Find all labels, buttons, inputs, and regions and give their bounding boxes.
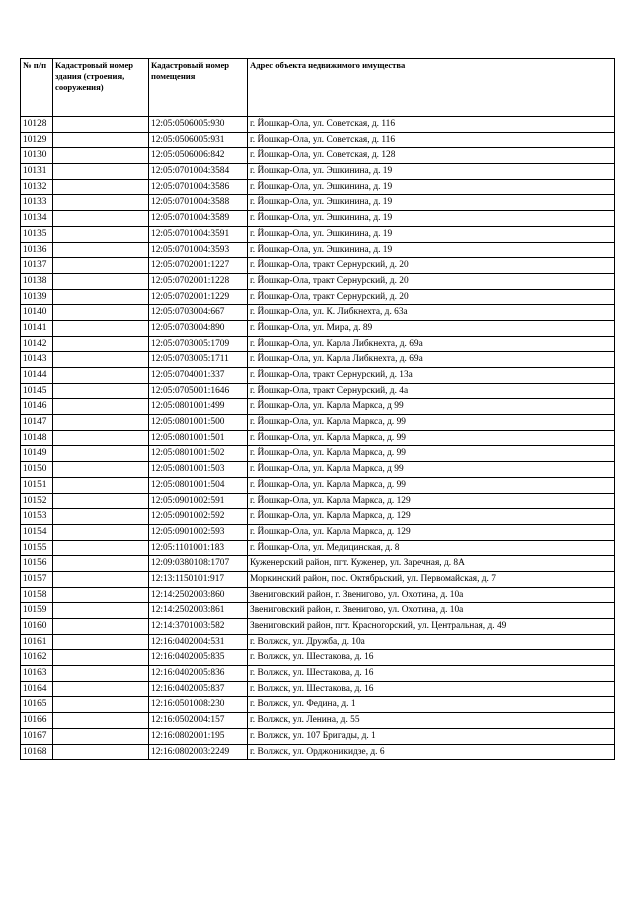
- table-row: [21, 195, 615, 211]
- building-cadastral-number-cell: [53, 446, 149, 462]
- row-number-cell: 10149: [21, 446, 53, 462]
- table-row: [21, 728, 615, 744]
- premises-cadastral-number-cell: 12:16:0402005:836: [149, 666, 248, 682]
- address-cell: Звениговский район, г. Звенигово, ул. Охотина, д. 10а: [248, 587, 615, 603]
- row-number-cell: 10152: [21, 493, 53, 509]
- address-cell: г. Йошкар-Ола, ул. Карла Либкнехта, д. 69а: [248, 336, 615, 352]
- address-cell: г. Йошкар-Ола, ул. Карла Маркса, д. 99: [248, 415, 615, 431]
- building-cadastral-number-cell: [53, 650, 149, 666]
- premises-cadastral-number-cell: 12:05:0801001:503: [149, 462, 248, 478]
- row-number-cell: 10141: [21, 320, 53, 336]
- table-row: [21, 289, 615, 305]
- address-cell: г. Йошкар-Ола, тракт Сернурский, д. 4а: [248, 383, 615, 399]
- premises-cadastral-number-cell: 12:16:0402005:837: [149, 681, 248, 697]
- row-number-cell: 10165: [21, 697, 53, 713]
- premises-cadastral-number-cell: 12:05:0701004:3588: [149, 195, 248, 211]
- table-row: [21, 305, 615, 321]
- building-cadastral-number-cell: [53, 556, 149, 572]
- row-number-cell: 10157: [21, 571, 53, 587]
- premises-cadastral-number-cell: 12:05:0506005:931: [149, 132, 248, 148]
- row-number-cell: 10155: [21, 540, 53, 556]
- building-cadastral-number-cell: [53, 195, 149, 211]
- address-cell: г. Волжск, ул. Орджоникидзе, д. 6: [248, 744, 615, 760]
- address-cell: г. Йошкар-Ола, ул. Карла Либкнехта, д. 69а: [248, 352, 615, 368]
- building-cadastral-number-cell: [53, 164, 149, 180]
- table-row: [21, 540, 615, 556]
- address-cell: г. Йошкар-Ола, ул. Карла Маркса, д. 99: [248, 446, 615, 462]
- premises-cadastral-number-cell: 12:05:0703004:890: [149, 320, 248, 336]
- table-row: [21, 619, 615, 635]
- address-cell: г. Волжск, ул. Федина, д. 1: [248, 697, 615, 713]
- address-cell: г. Йошкар-Ола, ул. Эшкинина, д. 19: [248, 211, 615, 227]
- address-cell: г. Волжск, ул. Шестакова, д. 16: [248, 666, 615, 682]
- premises-cadastral-number-cell: 12:05:0506006:842: [149, 148, 248, 164]
- building-cadastral-number-cell: [53, 524, 149, 540]
- row-number-cell: 10153: [21, 509, 53, 525]
- address-cell: г. Йошкар-Ола, ул. Эшкинина, д. 19: [248, 226, 615, 242]
- premises-cadastral-number-cell: 12:05:0705001:1646: [149, 383, 248, 399]
- building-cadastral-number-cell: [53, 571, 149, 587]
- table-row: [21, 462, 615, 478]
- premises-cadastral-number-cell: 12:09:0380108:1707: [149, 556, 248, 572]
- building-cadastral-number-cell: [53, 493, 149, 509]
- premises-cadastral-number-cell: 12:05:0702001:1228: [149, 273, 248, 289]
- row-number-cell: 10166: [21, 713, 53, 729]
- row-number-cell: 10147: [21, 415, 53, 431]
- premises-cadastral-number-cell: 12:05:0801001:499: [149, 399, 248, 415]
- address-cell: г. Йошкар-Ола, ул. Карла Маркса, д. 129: [248, 509, 615, 525]
- address-cell: г. Йошкар-Ола, ул. Эшкинина, д. 19: [248, 242, 615, 258]
- address-cell: Звениговский район, пгт. Красногорский, ул. Центральная, д. 49: [248, 619, 615, 635]
- building-cadastral-number-cell: [53, 477, 149, 493]
- address-cell: г. Йошкар-Ола, ул. Мира, д. 89: [248, 320, 615, 336]
- row-number-cell: 10136: [21, 242, 53, 258]
- row-number-cell: 10139: [21, 289, 53, 305]
- premises-cadastral-number-cell: 12:16:0802003:2249: [149, 744, 248, 760]
- premises-cadastral-number-cell: 12:16:0402004:531: [149, 634, 248, 650]
- table-row: [21, 226, 615, 242]
- premises-cadastral-number-cell: 12:16:0502004:157: [149, 713, 248, 729]
- building-cadastral-number-cell: [53, 117, 149, 133]
- address-cell: г. Йошкар-Ола, тракт Сернурский, д. 20: [248, 258, 615, 274]
- premises-cadastral-number-cell: 12:05:0703004:667: [149, 305, 248, 321]
- address-cell: г. Йошкар-Ола, ул. Советская, д. 116: [248, 132, 615, 148]
- building-cadastral-number-cell: [53, 132, 149, 148]
- address-cell: г. Волжск, ул. 107 Бригады, д. 1: [248, 728, 615, 744]
- address-cell: г. Йошкар-Ола, ул. Советская, д. 128: [248, 148, 615, 164]
- table-row: [21, 164, 615, 180]
- header-row: [21, 59, 615, 117]
- table-row: [21, 430, 615, 446]
- row-number-cell: 10143: [21, 352, 53, 368]
- building-cadastral-number-cell: [53, 744, 149, 760]
- table-row: [21, 242, 615, 258]
- building-cadastral-number-cell: [53, 179, 149, 195]
- table-row: [21, 650, 615, 666]
- table-row: [21, 368, 615, 384]
- building-cadastral-number-cell: [53, 619, 149, 635]
- premises-cadastral-number-cell: 12:05:0701004:3584: [149, 164, 248, 180]
- table-row: [21, 336, 615, 352]
- address-cell: г. Йошкар-Ола, ул. Карла Маркса, д. 129: [248, 524, 615, 540]
- premises-cadastral-number-cell: 12:05:0901002:591: [149, 493, 248, 509]
- table-row: [21, 132, 615, 148]
- row-number-cell: 10138: [21, 273, 53, 289]
- address-cell: г. Волжск, ул. Шестакова, д. 16: [248, 681, 615, 697]
- row-number-cell: 10159: [21, 603, 53, 619]
- building-cadastral-number-cell: [53, 603, 149, 619]
- table-row: [21, 524, 615, 540]
- table-row: [21, 179, 615, 195]
- address-cell: г. Волжск, ул. Дружба, д. 10а: [248, 634, 615, 650]
- table-row: [21, 603, 615, 619]
- address-cell: Куженерский район, пгт. Куженер, ул. Заречная, д. 8А: [248, 556, 615, 572]
- premises-cadastral-number-cell: 12:14:3701003:582: [149, 619, 248, 635]
- row-number-cell: 10161: [21, 634, 53, 650]
- row-number-cell: 10148: [21, 430, 53, 446]
- address-cell: г. Йошкар-Ола, тракт Сернурский, д. 20: [248, 289, 615, 305]
- table-row: [21, 556, 615, 572]
- row-number-cell: 10145: [21, 383, 53, 399]
- row-number-cell: 10151: [21, 477, 53, 493]
- premises-cadastral-number-cell: 12:14:2502003:860: [149, 587, 248, 603]
- row-number-cell: 10134: [21, 211, 53, 227]
- table-header: [21, 59, 615, 117]
- premises-cadastral-number-cell: 12:14:2502003:861: [149, 603, 248, 619]
- row-number-cell: 10132: [21, 179, 53, 195]
- table-row: [21, 415, 615, 431]
- address-cell: г. Йошкар-Ола, ул. Эшкинина, д. 19: [248, 179, 615, 195]
- row-number-cell: 10160: [21, 619, 53, 635]
- premises-cadastral-number-cell: 12:05:0702001:1229: [149, 289, 248, 305]
- address-cell: г. Йошкар-Ола, ул. Карла Маркса, д. 99: [248, 430, 615, 446]
- building-cadastral-number-cell: [53, 289, 149, 305]
- building-cadastral-number-cell: [53, 728, 149, 744]
- header-premises-cadastral-number: Кадастровый номер помещения: [149, 59, 248, 117]
- building-cadastral-number-cell: [53, 697, 149, 713]
- table-row: [21, 273, 615, 289]
- table-row: [21, 697, 615, 713]
- building-cadastral-number-cell: [53, 634, 149, 650]
- premises-cadastral-number-cell: 12:16:0402005:835: [149, 650, 248, 666]
- premises-cadastral-number-cell: 12:13:1150101:917: [149, 571, 248, 587]
- premises-cadastral-number-cell: 12:05:0901002:592: [149, 509, 248, 525]
- address-cell: г. Йошкар-Ола, ул. К. Либкнехта, д. 63а: [248, 305, 615, 321]
- premises-cadastral-number-cell: 12:05:0703005:1711: [149, 352, 248, 368]
- row-number-cell: 10137: [21, 258, 53, 274]
- row-number-cell: 10129: [21, 132, 53, 148]
- table-row: [21, 493, 615, 509]
- premises-cadastral-number-cell: 12:05:0701004:3586: [149, 179, 248, 195]
- address-cell: г. Йошкар-Ола, ул. Медицинская, д. 8: [248, 540, 615, 556]
- building-cadastral-number-cell: [53, 587, 149, 603]
- table-row: [21, 352, 615, 368]
- address-cell: г. Йошкар-Ола, ул. Карла Маркса, д 99: [248, 399, 615, 415]
- building-cadastral-number-cell: [53, 305, 149, 321]
- address-cell: г. Йошкар-Ола, тракт Сернурский, д. 20: [248, 273, 615, 289]
- table-row: [21, 446, 615, 462]
- table-row: [21, 117, 615, 133]
- row-number-cell: 10167: [21, 728, 53, 744]
- row-number-cell: 10135: [21, 226, 53, 242]
- table-row: [21, 399, 615, 415]
- row-number-cell: 10154: [21, 524, 53, 540]
- premises-cadastral-number-cell: 12:05:0801001:504: [149, 477, 248, 493]
- row-number-cell: 10156: [21, 556, 53, 572]
- row-number-cell: 10168: [21, 744, 53, 760]
- building-cadastral-number-cell: [53, 415, 149, 431]
- building-cadastral-number-cell: [53, 666, 149, 682]
- premises-cadastral-number-cell: 12:05:0506005:930: [149, 117, 248, 133]
- header-property-address: Адрес объекта недвижимого имущества: [248, 59, 615, 117]
- address-cell: г. Волжск, ул. Шестакова, д. 16: [248, 650, 615, 666]
- premises-cadastral-number-cell: 12:05:0703005:1709: [149, 336, 248, 352]
- address-cell: Звениговский район, г. Звенигово, ул. Охотина, д. 10а: [248, 603, 615, 619]
- premises-cadastral-number-cell: 12:05:0801001:500: [149, 415, 248, 431]
- premises-cadastral-number-cell: 12:05:0701004:3591: [149, 226, 248, 242]
- premises-cadastral-number-cell: 12:05:0702001:1227: [149, 258, 248, 274]
- building-cadastral-number-cell: [53, 399, 149, 415]
- building-cadastral-number-cell: [53, 368, 149, 384]
- row-number-cell: 10131: [21, 164, 53, 180]
- building-cadastral-number-cell: [53, 509, 149, 525]
- table-row: [21, 477, 615, 493]
- row-number-cell: 10142: [21, 336, 53, 352]
- address-cell: г. Йошкар-Ола, ул. Карла Маркса, д. 129: [248, 493, 615, 509]
- table-body: [21, 117, 615, 760]
- row-number-cell: 10163: [21, 666, 53, 682]
- row-number-cell: 10164: [21, 681, 53, 697]
- table-row: [21, 383, 615, 399]
- building-cadastral-number-cell: [53, 681, 149, 697]
- premises-cadastral-number-cell: 12:05:0901002:593: [149, 524, 248, 540]
- building-cadastral-number-cell: [53, 320, 149, 336]
- table-row: [21, 681, 615, 697]
- row-number-cell: 10133: [21, 195, 53, 211]
- building-cadastral-number-cell: [53, 226, 149, 242]
- building-cadastral-number-cell: [53, 383, 149, 399]
- table-row: [21, 666, 615, 682]
- building-cadastral-number-cell: [53, 273, 149, 289]
- premises-cadastral-number-cell: 12:16:0802001:195: [149, 728, 248, 744]
- building-cadastral-number-cell: [53, 242, 149, 258]
- row-number-cell: 10130: [21, 148, 53, 164]
- building-cadastral-number-cell: [53, 148, 149, 164]
- address-cell: г. Волжск, ул. Ленина, д. 55: [248, 713, 615, 729]
- property-registry-table: [20, 58, 615, 760]
- row-number-cell: 10158: [21, 587, 53, 603]
- table-row: [21, 320, 615, 336]
- address-cell: г. Йошкар-Ола, ул. Карла Маркса, д 99: [248, 462, 615, 478]
- premises-cadastral-number-cell: 12:05:0801001:501: [149, 430, 248, 446]
- premises-cadastral-number-cell: 12:05:0704001:337: [149, 368, 248, 384]
- address-cell: г. Йошкар-Ола, ул. Советская, д. 116: [248, 117, 615, 133]
- building-cadastral-number-cell: [53, 258, 149, 274]
- address-cell: г. Йошкар-Ола, тракт Сернурский, д. 13а: [248, 368, 615, 384]
- row-number-cell: 10140: [21, 305, 53, 321]
- table-row: [21, 571, 615, 587]
- address-cell: Моркинский район, пос. Октябрьский, ул. Первомайская, д. 7: [248, 571, 615, 587]
- row-number-cell: 10128: [21, 117, 53, 133]
- premises-cadastral-number-cell: 12:16:0501008:230: [149, 697, 248, 713]
- address-cell: г. Йошкар-Ола, ул. Эшкинина, д. 19: [248, 164, 615, 180]
- premises-cadastral-number-cell: 12:05:0701004:3593: [149, 242, 248, 258]
- building-cadastral-number-cell: [53, 462, 149, 478]
- row-number-cell: 10144: [21, 368, 53, 384]
- building-cadastral-number-cell: [53, 430, 149, 446]
- row-number-cell: 10162: [21, 650, 53, 666]
- table-row: [21, 587, 615, 603]
- row-number-cell: 10150: [21, 462, 53, 478]
- table-row: [21, 148, 615, 164]
- building-cadastral-number-cell: [53, 211, 149, 227]
- premises-cadastral-number-cell: 12:05:0701004:3589: [149, 211, 248, 227]
- table-row: [21, 634, 615, 650]
- header-building-cadastral-number: Кадастровый номер здания (строения, сооружения): [53, 59, 149, 117]
- header-row-number: № п/п: [21, 59, 53, 117]
- table-row: [21, 713, 615, 729]
- table-row: [21, 211, 615, 227]
- address-cell: г. Йошкар-Ола, ул. Карла Маркса, д. 99: [248, 477, 615, 493]
- row-number-cell: 10146: [21, 399, 53, 415]
- table-row: [21, 258, 615, 274]
- building-cadastral-number-cell: [53, 336, 149, 352]
- premises-cadastral-number-cell: 12:05:1101001:183: [149, 540, 248, 556]
- address-cell: г. Йошкар-Ола, ул. Эшкинина, д. 19: [248, 195, 615, 211]
- building-cadastral-number-cell: [53, 713, 149, 729]
- building-cadastral-number-cell: [53, 540, 149, 556]
- table-row: [21, 744, 615, 760]
- table-row: [21, 509, 615, 525]
- building-cadastral-number-cell: [53, 352, 149, 368]
- premises-cadastral-number-cell: 12:05:0801001:502: [149, 446, 248, 462]
